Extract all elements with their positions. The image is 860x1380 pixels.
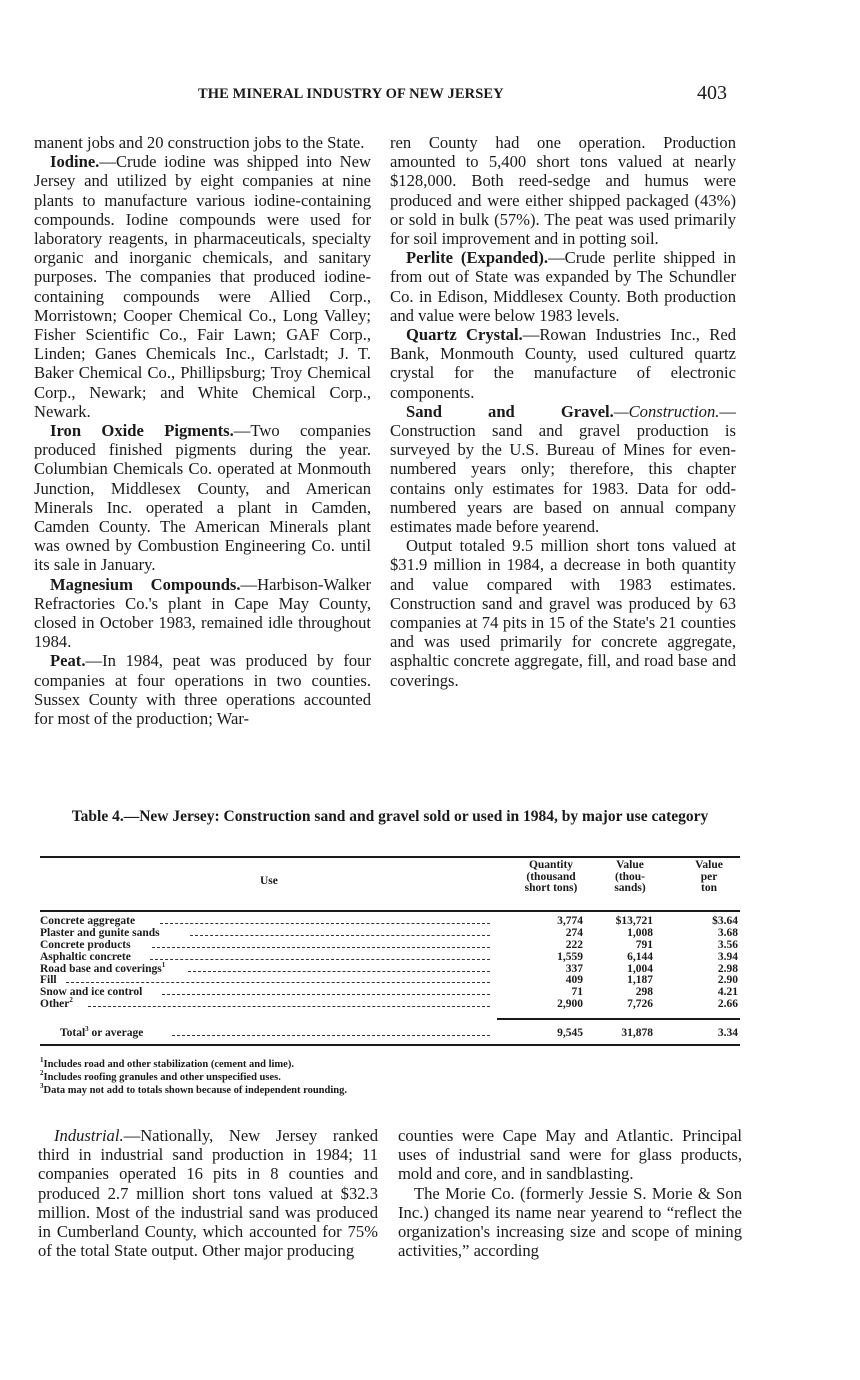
peat-continued-paragraph: ren County had one operation. Production amounted to 5,400 short tons valued at nearly $128,000. Both reed-sedge and humus were produced and were either shipped packaged (43%) or sold in bulk (57%). The peat was used primarily for soil improvement and in potting soil. [390, 133, 736, 249]
iron-oxide-heading: Iron Oxide Pigments. [50, 421, 234, 441]
perlite-heading: Perlite (Expanded). [406, 248, 549, 268]
iodine-heading: Iodine. [50, 152, 100, 172]
table-row: Concrete aggregate 3,774 $13,721 $3.64 [40, 915, 738, 927]
use-label: Concrete aggregate [40, 915, 136, 927]
quartz-heading: Quartz Crystal. [406, 325, 523, 345]
footnote: $^3$Data may not add to totals shown because of independent rounding. [40, 1082, 347, 1096]
output-paragraph: Output totaled 9.5 million short tons valued at $31.9 million in 1984, a decrease in both quantity and value compared with 1983 estimates. Construction sand and gravel was produced by 63 companies at 74 pits in 15 of the State's 21 counties and was used primarily for concrete aggregate, asphaltic concrete aggregate, fill, and road base and coverings. [390, 536, 736, 690]
use-label: Other$^2$ [40, 996, 73, 1011]
table-row: Road base and coverings$^1$ 337 1,004 2.98 [40, 960, 738, 975]
magnesium-paragraph: Magnesium Compounds.—Harbison-Walker Refractories Co.'s plant in Cape May County, closed in October 1983, remained idle throughout 1984. [34, 574, 371, 652]
subtotal-rule [497, 1018, 740, 1020]
running-title: THE MINERAL INDUSTRY OF NEW JERSEY [198, 86, 504, 102]
perlite-paragraph: Perlite (Expanded).—Crude perlite shipped in from out of State was expanded by The Schundler Co. in Edison, Middlesex County. Both production and value were below 1983 levels. [390, 248, 736, 325]
magnesium-heading: Magnesium Compounds. [50, 574, 241, 594]
dot-leader [160, 923, 490, 924]
dot-leader [66, 982, 490, 983]
top-right-column [390, 133, 736, 690]
dot-leader [172, 1035, 490, 1036]
top-left-column [34, 133, 371, 728]
table-total-row: Total$^3$ or average 9,545 31,878 3.34 [60, 1025, 738, 1039]
industrial-continued-paragraph: counties were Cape May and Atlantic. Principal uses of industrial sand were for glass products, mold and core, and in sandblasting. [398, 1126, 742, 1184]
quartz-paragraph: Quartz Crystal.—Rowan Industries Inc., Red Bank, Monmouth County, used cultured quartz crystal for the manufacture of electronic components. [390, 325, 736, 402]
iron-oxide-paragraph: Iron Oxide Pigments.—Two companies produced finished pigments during the year. Columbian Chemicals Co. operated at Monmouth Junction, Middlesex County, and American Minerals Inc. operated a plant in Camden, Camden County. The American Minerals plant was owned by Combustion Engineering Co. until its sale in January. [34, 421, 371, 575]
table-row: Plaster and gunite sands 274 1,008 3.68 [40, 926, 738, 939]
column-header-value: Value (thou- sands) [614, 859, 646, 894]
table-title: Table 4.—New Jersey: Construction sand and gravel sold or used in 1984, by major use category [71, 808, 709, 825]
column-header-quantity: Quantity (thousand short tons) [524, 859, 578, 894]
peat-paragraph: Peat.—In 1984, peat was produced by four companies at four operations in two counties. Sussex County with three operations accounted for most of the production; War- [34, 651, 371, 729]
peat-heading: Peat. [50, 651, 86, 671]
dot-leader [190, 935, 490, 936]
table-row: Snow and ice control 71 298 4.21 [40, 986, 738, 999]
bottom-left-column [38, 1126, 378, 1260]
table-footnotes [40, 1058, 740, 1097]
industrial-heading: Industrial. [54, 1126, 124, 1145]
table-row: Asphaltic concrete 1,559 6,144 3.94 [40, 950, 738, 963]
construction-subheading: —Construction. [613, 401, 720, 421]
use-label: Road base and coverings$^1$ [40, 960, 166, 975]
column-header-use: Use [260, 875, 278, 887]
dot-leader [150, 959, 490, 960]
iodine-paragraph: Iodine.—Crude iodine was shipped into New Jersey and utilized by eight companies at nine plants to manufacture various iodine-containing compounds. Iodine compounds were used for laboratory reagents, in pharmaceuticals, specialty organic and inorganic chemicals, and sanitary purposes. The companies that produced iodine-containing compounds were Allied Corp., Morristown; Cooper Chemical Co., Long Valley; Fisher Scientific Co., Fair Lawn; GAF Corp., Linden; Ganes Chemicals Inc., Carlstadt; J. T. Baker Chemical Co., Phillipsburg; Troy Chemical Corp., Newark; and White Chemical Corp., Newark. [34, 152, 371, 421]
footnote: $^2$Includes roofing granules and other unspecified uses. [40, 1069, 281, 1083]
table-bottom-rule [40, 1044, 740, 1046]
footnote: $^1$Includes road and other stabilization (cement and lime). [40, 1056, 294, 1070]
dot-leader [162, 994, 490, 995]
use-label: Snow and ice control [40, 986, 143, 999]
use-label: Concrete products [40, 938, 131, 951]
running-header [0, 82, 860, 108]
morie-paragraph: The Morie Co. (formerly Jessie S. Morie & Son Inc.) changed its name near yearend to “reflect the organization's increasing size and scope of mining activities,” according [398, 1183, 742, 1261]
table-body [40, 916, 740, 1011]
industrial-paragraph: Industrial.—Nationally, New Jersey ranked third in industrial sand production in 1984; 11 companies operated 16 pits in 8 counties and produced 2.7 million short tons valued at $32.3 million. Most of the industrial sand was produced in Cumberland County, which accounted for 75% of the total State output. Other major producing [38, 1126, 378, 1261]
table-row: Other$^2$ 2,900 7,726 2.66 [40, 996, 738, 1011]
table-row: Fill 409 1,187 2.90 [40, 974, 738, 987]
dot-leader [88, 1006, 490, 1007]
table-top-rule [40, 856, 740, 858]
table-4 [40, 808, 740, 1096]
continuation-paragraph: manent jobs and 20 construction jobs to the State. [34, 133, 365, 152]
page-number: 403 [697, 82, 727, 104]
sand-gravel-paragraph: Sand and Gravel.—Construction.— Construction sand and gravel production is surveyed by the U.S. Bureau of Mines for even-numbered years only; therefore, this chapter contains only estimates for 1983. Data for odd-numbered years are based on annual company estimates made before yearend. [390, 401, 736, 537]
use-label: Asphaltic concrete [40, 950, 131, 963]
table-header-rule [40, 910, 740, 912]
total-label: Total$^3$ or average [60, 1025, 144, 1039]
use-label: Plaster and gunite sands [40, 926, 160, 939]
dot-leader [188, 971, 490, 972]
column-header-value-per-ton: Value per ton [695, 859, 723, 894]
sand-gravel-heading: Sand and Gravel. [406, 401, 614, 421]
table-row: Concrete products 222 791 3.56 [40, 938, 738, 951]
dot-leader [152, 947, 490, 948]
use-label: Fill [40, 974, 57, 987]
bottom-right-column [398, 1126, 742, 1260]
